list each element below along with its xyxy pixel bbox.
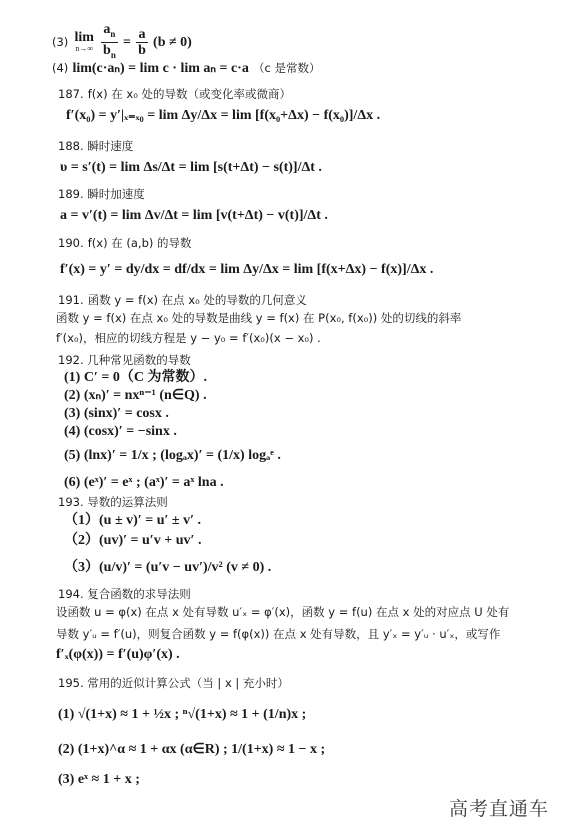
item-number: (4) [52,61,69,75]
derivative-item-3 [64,406,169,422]
formula: (4) (cosx)′ = −sinx . [64,424,177,439]
section-193-heading [58,494,168,511]
section-194-paragraph-2 [56,626,500,643]
section-194-heading [58,586,191,603]
lim-symbol: lim n→∞ [74,30,94,54]
formula: (1) C′ = 0（C 为常数）. [64,370,207,385]
section-191-paragraph-1 [56,310,461,327]
formula: lim(c·aₙ) = lim c · lim aₙ = c·a [72,61,249,76]
section-187-heading [58,86,291,103]
formula: f′(x) = y′ = dy/dx = df/dx = lim Δy/Δx = lim [f(x+Δx) − f(x)]/Δx . [60,262,434,277]
section-187-formula [66,108,380,124]
note: （c 是常数） [253,61,321,75]
formula: f′(x₀) = y′|ₓ₌ₓ₀ = lim Δy/Δx = lim [f(x₀+Δx) − f(x₀)]/Δx . [66,108,381,123]
rule-item-3 [64,560,271,576]
derivative-item-6 [64,475,224,491]
section-188-heading [58,138,133,155]
formula: (2) (xₙ)′ = nxⁿ⁻¹ (n∈Q) . [64,388,207,403]
section-192-heading [58,352,191,369]
formula: a = v′(t) = lim Δv/Δt = lim [v(t+Δt) − v(t)]/Δt . [60,208,328,223]
section-title: 193. 导数的运算法则 [58,495,168,509]
section-188-formula [60,160,322,176]
approx-item-2 [58,742,325,758]
section-title: 189. 瞬时加速度 [58,187,145,201]
formula: （2）(uv)′ = u′v + uv′ . [64,533,202,548]
formula: (3) eˣ ≈ 1 + x ; [58,772,140,787]
section-190-formula [60,262,433,278]
formula: (3) (sinx)′ = cosx . [64,406,169,421]
item-number: (3) [52,34,69,49]
formula: υ = s′(t) = lim Δs/Δt = lim [s(t+Δt) − s(t)]/Δt . [60,160,322,175]
section-title: 194. 复合函数的求导法则 [58,587,191,601]
limit-rule-4 [52,60,320,77]
derivative-item-2 [64,388,207,404]
section-190-heading [58,235,192,252]
section-title: 函数 y = f(x) 在点 x₀ 处的导数的几何意义 [87,293,307,307]
condition: (b ≠ 0) [153,34,192,50]
section-number: 187. [58,87,84,101]
section-number: 190. [58,236,84,250]
section-194-paragraph-3 [56,647,180,663]
formula: (1) √(1+x) ≈ 1 + ½x ; ⁿ√(1+x) ≈ 1 + (1/n)x ; [58,707,307,722]
paragraph-text: 设函数 u = φ(x) 在点 x 处有导数 u′ₓ = φ′(x)，函数 y = f(u) 在点 x 处的对应点 U 处有 [56,605,510,619]
rule-item-2 [64,533,201,549]
section-191-heading [58,292,307,309]
section-title: 192. 几种常见函数的导数 [58,353,191,367]
formula: (6) (eˣ)′ = eˣ ; (aˣ)′ = aˣ lna . [64,475,224,490]
section-title: f(x) 在 x₀ 处的导数（或变化率或微商） [87,87,291,101]
section-title: 195. 常用的近似计算公式（当 | x | 充小时） [58,676,289,690]
fraction: $\frac{a}{b}$ [138,26,146,58]
section-189-formula [60,208,328,224]
derivative-item-4 [64,424,177,440]
section-195-heading [58,675,289,692]
formula: (5) (lnx)′ = 1/x ; (logₐx)′ = (1/x) logₐᵉ . [64,448,281,463]
paragraph-text: 导数 y′ᵤ = f′(u)，则复合函数 y = f(φ(x)) 在点 x 处有导数，且 y′ₓ = y′ᵤ · u′ₓ，或写作 [56,627,501,641]
paragraph-text: 函数 y = f(x) 在点 x₀ 处的导数是曲线 y = f(x) 在 P(x₀, f(x₀)) 处的切线的斜率 [56,311,462,325]
section-191-paragraph-2 [56,330,321,347]
formula: (2) (1+x)^α ≈ 1 + αx (α∈R) ; 1/(1+x) ≈ 1 − x ; [58,742,326,757]
section-189-heading [58,186,145,203]
formula: f′ₓ(φ(x)) = f′(u)φ′(x) . [56,647,180,662]
formula: （1）(u ± v)′ = u′ ± v′ . [64,513,202,528]
section-title: 188. 瞬时速度 [58,139,134,153]
watermark: 高考直通车 [448,798,549,820]
section-194-paragraph-1 [56,604,509,621]
section-title: f(x) 在 (a,b) 的导数 [87,236,192,250]
approx-item-1 [58,707,306,723]
section-number: 191. [58,293,84,307]
paragraph-text: f′(x₀)，相应的切线方程是 y − y₀ = f′(x₀)(x − x₀) . [56,331,321,345]
formula: （3）(u/v)′ = (u′v − uv′)/v² (v ≠ 0) . [64,560,272,575]
rule-item-1 [64,513,201,529]
fraction: $\frac{a_n}{b_n}$ [103,22,116,60]
derivative-item-1 [64,370,207,386]
derivative-item-5 [64,448,281,464]
approx-item-3 [58,772,140,788]
limit-rule-3: (3) lim n→∞ $\frac{a_n}{b_n}$ = $\frac{a}{b}$ (b ≠ 0) [52,22,192,63]
